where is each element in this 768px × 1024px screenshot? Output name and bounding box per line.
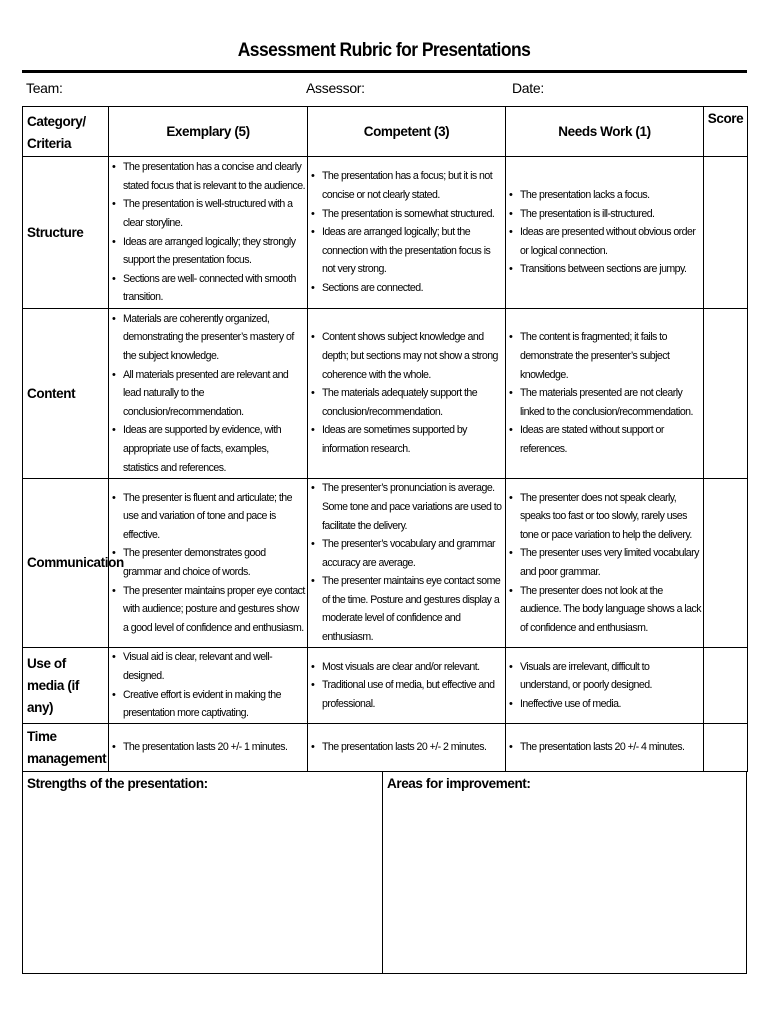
team-label: Team: [26,80,63,96]
category-header: Category/ Criteria [23,107,109,157]
criteria-bullet: • The presentation lasts 20 +/- 2 minutes. [322,738,503,757]
criteria-bullet: • The presenter’s vocabulary and grammar accuracy are average. [322,535,503,572]
criteria-bullet: • Traditional use of media, but effective and professional. [322,676,503,713]
score-cell[interactable] [704,724,748,772]
criteria-bullet-list [506,489,703,638]
criteria-bullet: • The presenter’s pronunciation is average. Some tone and pace variations are used to facilitate the delivery. [322,479,503,535]
feedback-box [22,771,747,974]
criteria-bullet: • The presenter does not look at the audience. The body language shows a lack of confidence and enthusiasm. [520,582,701,638]
score-header: Score [704,107,748,157]
criteria-bullet: • Content shows subject knowledge and depth; but sections may not show a strong coherence with the whole. [322,328,503,384]
strengths-label: Strengths of the presentation: [27,776,208,791]
criteria-bullet: • The presenter demonstrates good grammar and choice of words. [123,544,305,581]
criteria-bullet: • The presentation is somewhat structured. [322,205,503,224]
areas-for-improvement-label: Areas for improvement: [387,776,531,791]
criteria-bullet: • Transitions between sections are jumpy. [520,260,701,279]
exemplary-cell [109,157,308,309]
criteria-bullet: • Sections are well- connected with smooth transition. [123,270,305,307]
rubric-row-content [23,309,748,479]
feedback-divider [382,772,383,973]
competent-cell [308,157,506,309]
criteria-bullet-list [308,479,505,646]
criteria-bullet: • Visuals are irrelevant, difficult to understand, or poorly designed. [520,658,701,695]
score-cell[interactable] [704,309,748,479]
criteria-bullet: • Ideas are arranged logically; but the connection with the presentation focus is not very strong. [322,223,503,279]
criteria-bullet: • The presentation has a concise and clearly stated focus that is relevant to the audience. [123,158,305,195]
title-divider [22,70,747,73]
criteria-bullet: • Sections are connected. [322,279,503,298]
criteria-bullet: • Ideas are arranged logically; they strongly support the presentation focus. [123,233,305,270]
criteria-bullet: • The presentation is ill-structured. [520,205,701,224]
rubric-row-time-management [23,724,748,772]
exemplary-cell [109,724,308,772]
criteria-bullet-list [109,310,307,477]
criteria-bullet: • Creative effort is evident in making the presentation more captivating. [123,686,305,723]
criteria-bullet: • The presenter maintains proper eye contact with audience; posture and gestures show a good level of confidence and enthusiasm. [123,582,305,638]
competent-cell [308,724,506,772]
rubric-table [22,106,748,772]
rubric-row-communication [23,479,748,648]
criteria-bullet: • The materials adequately support the conclusion/recommendation. [322,384,503,421]
criteria-bullet: • All materials presented are relevant and lead naturally to the conclusion/recommendation. [123,366,305,422]
exemplary-cell [109,309,308,479]
criteria-bullet: • Most visuals are clear and/or relevant. [322,658,503,677]
criteria-bullet: • The presentation lasts 20 +/- 1 minutes. [123,738,305,757]
header-row [23,107,748,157]
criteria-bullet: • The presenter maintains eye contact some of the time. Posture and gestures display a moderate level of confidence and enthusiasm. [322,572,503,646]
criteria-bullet: • The presentation lasts 20 +/- 4 minutes. [520,738,701,757]
exemplary-cell [109,479,308,648]
score-cell[interactable] [704,648,748,724]
criteria-bullet-list [308,658,505,714]
criteria-bullet-list [308,167,505,297]
competent-cell [308,309,506,479]
needs-work-cell [506,157,704,309]
criteria-bullet: • Ideas are presented without obvious order or logical connection. [520,223,701,260]
criteria-bullet: • The presentation lacks a focus. [520,186,701,205]
criteria-bullet-list [109,489,307,638]
criteria-label: Use of media (if any) [23,648,109,724]
criteria-bullet: • Ineffective use of media. [520,695,701,714]
criteria-bullet: • The materials presented are not clearly linked to the conclusion/recommendation. [520,384,701,421]
rubric-row-structure [23,157,748,309]
criteria-bullet-list [109,738,307,757]
exemplary-cell [109,648,308,724]
criteria-label: Time management [23,724,109,772]
criteria-bullet-list [109,158,307,307]
criteria-label: Communication [23,479,109,648]
criteria-bullet: • Ideas are stated without support or references. [520,421,701,458]
criteria-bullet: • The presentation is well-structured with a clear storyline. [123,195,305,232]
competent-header: Competent (3) [308,107,506,157]
criteria-bullet: • Visual aid is clear, relevant and well-designed. [123,648,305,685]
criteria-bullet: • Ideas are supported by evidence, with appropriate use of facts, examples, statistics and references. [123,421,305,477]
criteria-bullet: • The presenter is fluent and articulate; the use and variation of tone and pace is effective. [123,489,305,545]
criteria-bullet: • Materials are coherently organized, demonstrating the presenter’s mastery of the subject knowledge. [123,310,305,366]
criteria-bullet-list [109,648,307,722]
criteria-bullet-list [308,738,505,757]
criteria-bullet: • The presentation has a focus; but it is not concise or not clearly stated. [322,167,503,204]
needs-work-header: Needs Work (1) [506,107,704,157]
criteria-bullet: • The presenter does not speak clearly, speaks too fast or too slowly, rarely uses tone or pace variation to help the delivery. [520,489,701,545]
rubric-row-use-of-media [23,648,748,724]
criteria-bullet: • The content is fragmented; it fails to demonstrate the presenter’s subject knowledge. [520,328,701,384]
criteria-label: Content [23,309,109,479]
page-title: Assessment Rubric for Presentations [237,40,531,61]
criteria-bullet-list [308,328,505,458]
score-cell[interactable] [704,479,748,648]
competent-cell [308,648,506,724]
criteria-bullet-list [506,328,703,458]
date-label: Date: [512,80,544,96]
criteria-bullet-list [506,738,703,757]
competent-cell [308,479,506,648]
exemplary-header: Exemplary (5) [109,107,308,157]
needs-work-cell [506,724,704,772]
criteria-bullet-list [506,186,703,279]
criteria-bullet-list [506,658,703,714]
needs-work-cell [506,648,704,724]
criteria-bullet: • The presenter uses very limited vocabulary and poor grammar. [520,544,701,581]
criteria-bullet: • Ideas are sometimes supported by information research. [322,421,503,458]
needs-work-cell [506,309,704,479]
assessor-label: Assessor: [306,80,365,96]
criteria-label: Structure [23,157,109,309]
needs-work-cell [506,479,704,648]
score-cell[interactable] [704,157,748,309]
